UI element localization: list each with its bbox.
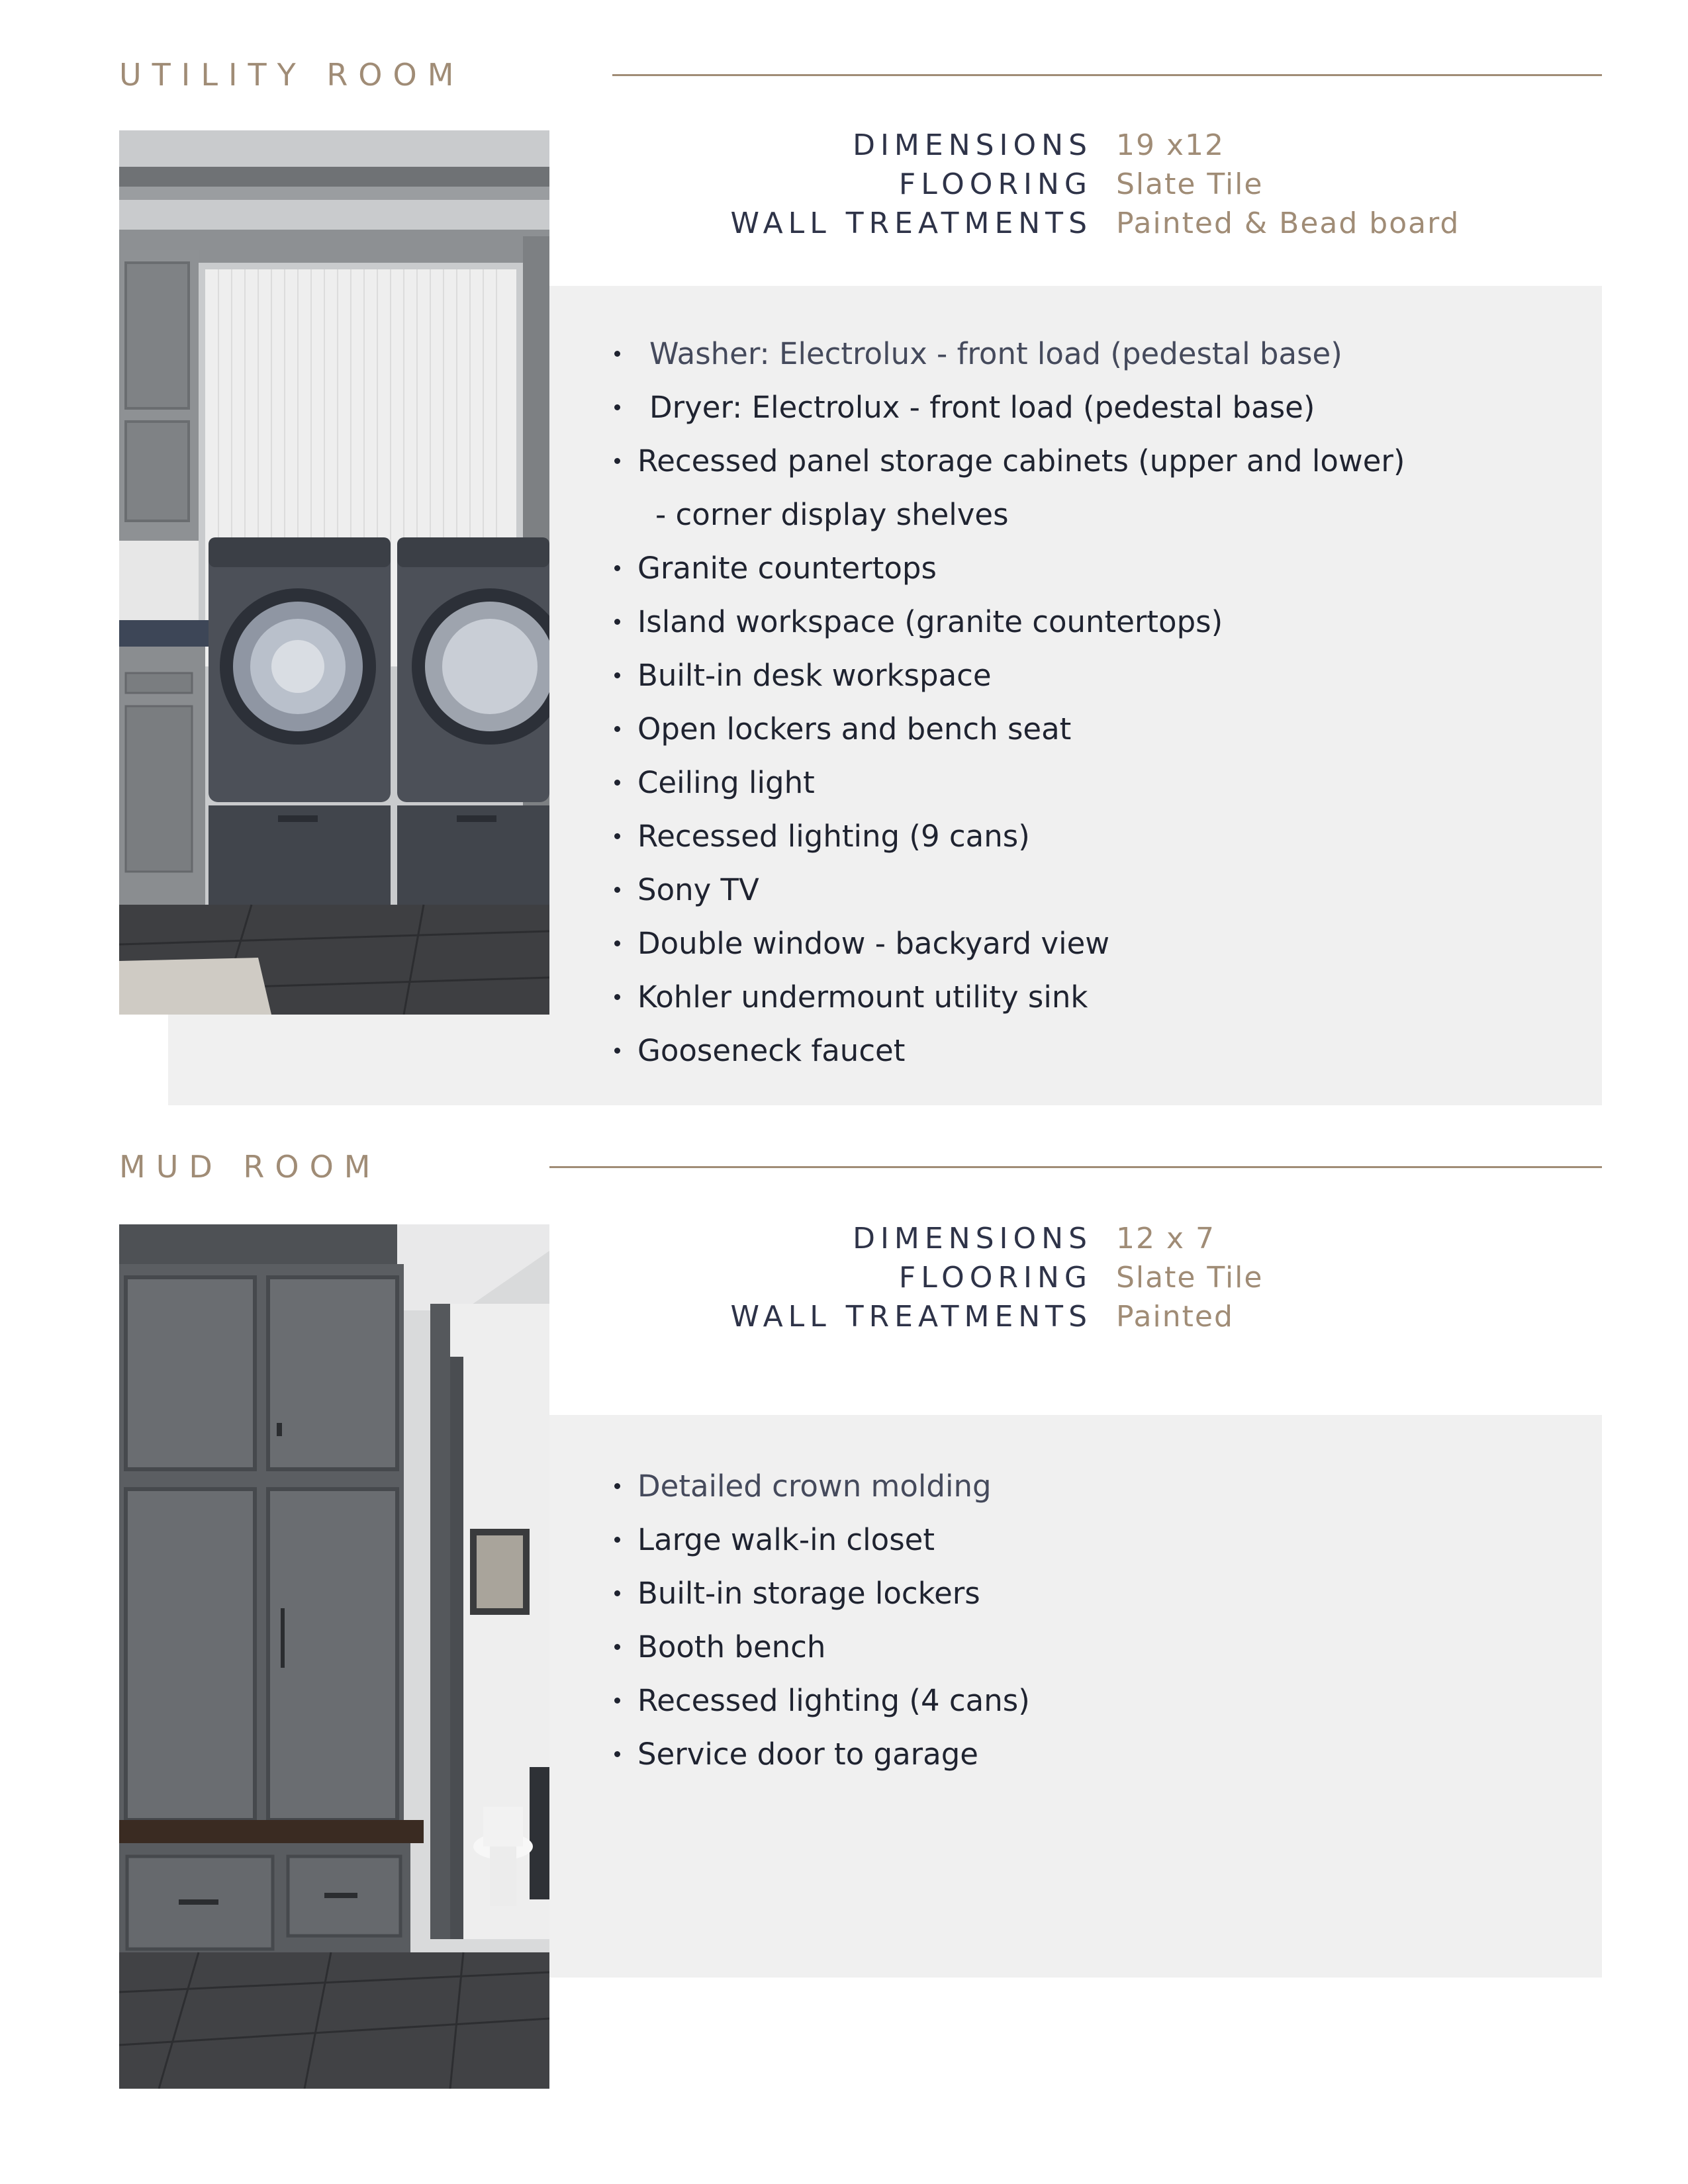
section-title-mud-room: MUD ROOM [119, 1149, 381, 1185]
bullet-icon [614, 1698, 620, 1704]
bullet-icon [614, 672, 620, 678]
bullet-icon [614, 1048, 620, 1054]
spec-value: 12 x 7 [1116, 1222, 1215, 1255]
spec-label: WALL TREATMENTS [730, 206, 1092, 240]
list-item [614, 649, 1405, 702]
list-item-text: Detailed crown molding [637, 1469, 992, 1504]
spec-row-flooring [596, 1258, 1589, 1297]
list-item [614, 917, 1405, 970]
spec-value: Painted & Bead board [1116, 206, 1460, 240]
bullet-icon [614, 1537, 620, 1543]
spec-value: Painted [1116, 1300, 1234, 1334]
spec-row-wall-treatments [596, 204, 1589, 243]
mud-specs [596, 1219, 1589, 1336]
list-item-text: - corner display shelves [655, 497, 1009, 532]
list-item-text: Recessed lighting (4 cans) [637, 1683, 1030, 1718]
utility-specs [596, 126, 1589, 243]
list-item [614, 434, 1405, 488]
spec-value: 19 x12 [1116, 128, 1225, 162]
list-item-text: Open lockers and bench seat [637, 711, 1072, 747]
list-item-text: Washer: Electrolux - front load (pedestal base) [649, 336, 1342, 371]
utility-features-list [614, 327, 1405, 1077]
list-item [614, 327, 1405, 381]
bullet-icon [614, 619, 620, 625]
list-item [614, 756, 1405, 809]
list-item-text: Recessed panel storage cabinets (upper and lower) [637, 443, 1405, 478]
list-item [614, 381, 1405, 434]
list-item [614, 488, 1405, 541]
spec-label: WALL TREATMENTS [730, 1300, 1092, 1334]
list-item-text: Gooseneck faucet [637, 1033, 906, 1068]
list-item [614, 1727, 1030, 1781]
list-item [614, 863, 1405, 917]
list-item [614, 1620, 1030, 1674]
spec-label: DIMENSIONS [853, 128, 1092, 162]
list-item [614, 541, 1405, 595]
bullet-icon [614, 1644, 620, 1650]
bullet-icon [614, 726, 620, 732]
spec-value: Slate Tile [1116, 167, 1264, 201]
list-item-text: Service door to garage [637, 1737, 978, 1772]
list-item [614, 809, 1405, 863]
list-item [614, 595, 1405, 649]
list-item [614, 1567, 1030, 1620]
spec-row-dimensions [596, 1219, 1589, 1258]
list-item-text: Sony TV [637, 872, 759, 907]
spec-row-dimensions [596, 126, 1589, 165]
bullet-icon [614, 565, 620, 571]
list-item-text: Large walk-in closet [637, 1522, 935, 1557]
bullet-icon [614, 833, 620, 839]
section-title-utility-room: UTILITY ROOM [119, 57, 465, 93]
bullet-icon [614, 458, 620, 464]
bullet-icon [614, 887, 620, 893]
list-item-text: Double window - backyard view [637, 926, 1110, 961]
bullet-icon [614, 404, 620, 410]
spec-row-wall-treatments [596, 1297, 1589, 1336]
list-item-text: Ceiling light [637, 765, 815, 800]
list-item-text: Built-in storage lockers [637, 1576, 980, 1611]
list-item-text: Booth bench [637, 1629, 826, 1664]
list-item-text: Built-in desk workspace [637, 658, 992, 693]
spec-label: DIMENSIONS [853, 1222, 1092, 1255]
mud-features-list [614, 1459, 1030, 1781]
list-item [614, 1513, 1030, 1567]
list-item [614, 702, 1405, 756]
list-item-text: Recessed lighting (9 cans) [637, 819, 1030, 854]
spec-value: Slate Tile [1116, 1261, 1264, 1295]
bullet-icon [614, 1751, 620, 1757]
spec-label: FLOORING [898, 167, 1092, 201]
bullet-icon [614, 351, 620, 357]
bullet-icon [614, 1590, 620, 1596]
spec-label: FLOORING [898, 1261, 1092, 1295]
list-item-text: Island workspace (granite countertops) [637, 604, 1223, 639]
list-item-text: Granite countertops [637, 551, 937, 586]
spec-row-flooring [596, 165, 1589, 204]
list-item [614, 1674, 1030, 1727]
mud-room-photo [119, 1224, 549, 2089]
bullet-icon [614, 780, 620, 786]
section-divider [549, 1166, 1602, 1168]
list-item [614, 1459, 1030, 1513]
list-item [614, 1024, 1405, 1077]
bullet-icon [614, 994, 620, 1000]
list-item [614, 970, 1405, 1024]
section-divider [612, 74, 1602, 76]
bullet-icon [614, 1483, 620, 1489]
utility-room-photo [119, 130, 549, 1015]
list-item-text: Dryer: Electrolux - front load (pedestal base) [649, 390, 1315, 425]
list-item-text: Kohler undermount utility sink [637, 979, 1088, 1015]
bullet-icon [614, 940, 620, 946]
